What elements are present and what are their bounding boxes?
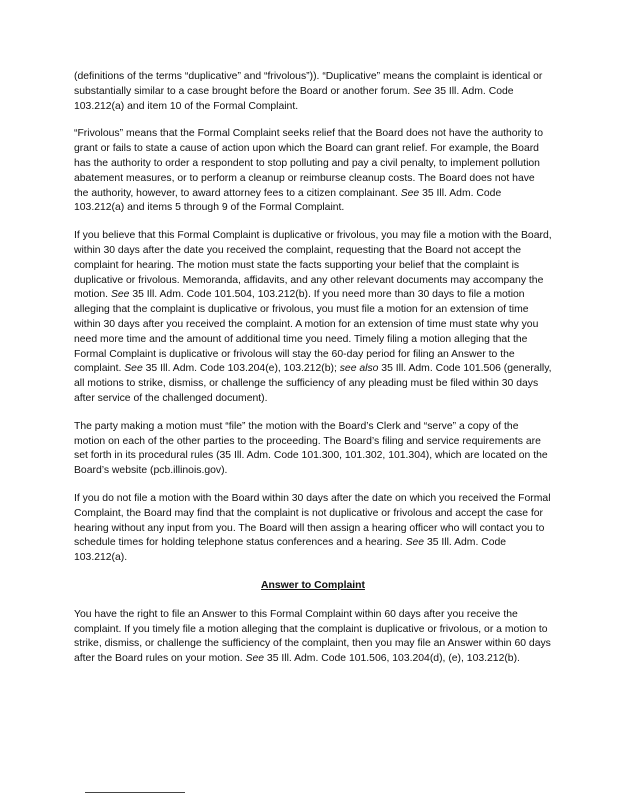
text-run: You have the right to file an Answer to this Formal Complaint within 60 days after you receive the complaint. If you timely file a motion alleging that the complaint is duplicative or frivolous, or a motion to strike, dismiss, or challenge the sufficiency of the complaint, then you may file an Answer within 60 days after the Board rules on your motion. (74, 608, 551, 665)
text-run: 35 Ill. Adm. Code 103.212(a) and items 5 through 9 of the Formal Complaint. (74, 187, 502, 214)
paragraph-motion-filing (74, 229, 552, 407)
page-footer-artifact (30, 786, 590, 796)
section-heading: Answer to Complaint (261, 579, 365, 591)
citation-signal: See (245, 653, 265, 665)
document-page (74, 70, 552, 680)
citation-signal: See (400, 187, 420, 199)
text-run: 35 Ill. Adm. Code 103.212(a) and item 10 of the Formal Complaint. (74, 85, 514, 112)
text-run: (definitions of the terms “duplicative” and “frivolous”)). “Duplicative” means the complaint is identical or substantially similar to a case brought before the Board or another forum. (74, 71, 543, 97)
text-run: 35 Ill. Adm. Code 101.504, 103.212(b). If you need more than 30 days to file a motion alleging that the complaint is duplicative or frivolous, you must file a motion for an extension of time within 30 days after you received the complaint. A motion for an extension of time must state why you need more time and the amount of additional time you need. Timely filing a motion alleging that the Formal Complaint is duplicative or frivolous will stay the 60-day period for filing an Answer to the complaint. (74, 289, 539, 375)
text-run: The party making a motion must “file” the motion with the Board’s Clerk and “serve” a copy of the motion on each of the other parties to the proceeding. The Board’s filing and service requirements are set forth in its procedural rules (35 Ill. Adm. Code 101.300, 101.302, 101.304), which are located on the Board’s website (pcb.illinois.gov). (74, 420, 548, 477)
text-run: If you believe that this Formal Complaint is duplicative or frivolous, you may file a motion with the Board, within 30 days after the date you received the complaint, requesting that the Board not accept the complaint for hearing. The motion must state the facts supporting your belief that the complaint is duplicative or frivolous. Memoranda, affidavits, and any other relevant documents may accompany the motion. (74, 230, 552, 301)
text-run: If you do not file a motion with the Board within 30 days after the date on which you received the Formal Complaint, the Board may find that the complaint is not duplicative or frivolous and accept the case for hearing without any input from you. The Board will then assign a hearing officer who will contact you to schedule times for holding telephone status conferences and a hearing. (74, 492, 551, 549)
text-run: 35 Ill. Adm. Code 101.506, 103.204(d), (e), 103.212(b). (264, 653, 520, 665)
citation-signal: See (405, 537, 425, 549)
paragraph-no-motion (74, 492, 552, 566)
paragraph-filing-service (74, 420, 552, 479)
citation-signal: See (110, 289, 130, 301)
paragraph-duplicative-definition (74, 70, 552, 114)
paragraph-frivolous-definition (74, 127, 552, 216)
text-run: 35 Ill. Adm. Code 103.212(a). (74, 537, 507, 564)
paragraph-answer (74, 608, 552, 667)
text-run: “Frivolous” means that the Formal Complaint seeks relief that the Board does not have the authority to grant or fails to state a cause of action upon which the Board can grant relief. For example, the Board has the authority to order a respondent to stop polluting and pay a civil penalty, to implement pollution abatement measures, or to perform a cleanup or reimburse cleanup costs. The Board does not have the authority, however, to award attorney fees to a citizen complainant. (74, 128, 543, 199)
text-run: 35 Ill. Adm. Code 103.204(e), 103.212(b); (142, 363, 340, 375)
footer-rule (85, 792, 185, 793)
citation-signal: See (413, 85, 432, 97)
text-run: 35 Ill. Adm. Code 101.506 (generally, all motions to strike, dismiss, or challenge the sufficiency of any pleading must be filed within 30 days after service of the challenged document). (74, 363, 552, 404)
citation-signal: see also (339, 363, 379, 375)
citation-signal: See (124, 363, 143, 375)
